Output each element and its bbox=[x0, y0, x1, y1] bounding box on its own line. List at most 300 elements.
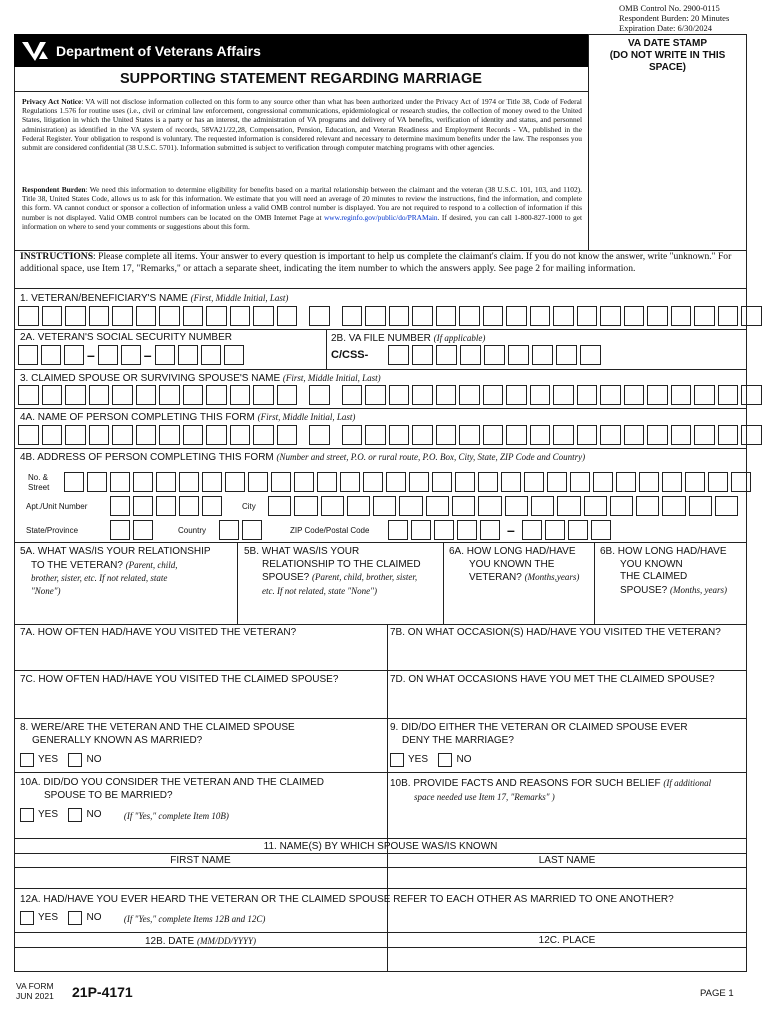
item-8-label bbox=[20, 722, 295, 747]
char-box[interactable] bbox=[230, 306, 251, 326]
item-11-label: 11. NAME(S) BY WHICH SPOUSE WAS/IS KNOWN bbox=[263, 841, 498, 852]
char-box[interactable] bbox=[455, 472, 475, 492]
item-5a-line-2: TO THE VETERAN? bbox=[31, 559, 123, 571]
char-box[interactable] bbox=[230, 385, 251, 405]
char-box[interactable] bbox=[505, 496, 528, 516]
first-name-header: FIRST NAME bbox=[170, 855, 231, 866]
item-10a-label bbox=[20, 777, 324, 802]
char-box[interactable] bbox=[452, 496, 475, 516]
char-box[interactable] bbox=[741, 425, 762, 445]
divider bbox=[14, 838, 747, 839]
item-9-options bbox=[390, 751, 477, 769]
form-number: 21P-4171 bbox=[72, 984, 133, 1000]
char-box[interactable] bbox=[253, 385, 274, 405]
dash: – bbox=[87, 347, 95, 363]
item-12a-no-checkbox[interactable] bbox=[68, 911, 82, 925]
char-box[interactable] bbox=[741, 385, 762, 405]
item-6a-label bbox=[449, 546, 579, 585]
char-box[interactable] bbox=[671, 385, 692, 405]
char-box[interactable] bbox=[179, 472, 199, 492]
item-4b-hint: (Number and street, P.O. or rural route, P.O. Box, City, State, ZIP Code and Country) bbox=[276, 452, 586, 462]
item-12a-label: 12A. HAD/HAVE YOU EVER HEARD THE VETERAN OR THE CLAIMED SPOUSE REFER TO EACH OTHER AS MARRIED TO ONE ANOTHER? bbox=[20, 894, 674, 905]
char-box[interactable] bbox=[133, 496, 153, 516]
agency-name: Department of Veterans Affairs bbox=[56, 42, 261, 59]
char-box[interactable] bbox=[89, 306, 110, 326]
item-9-no-checkbox[interactable] bbox=[438, 753, 452, 767]
char-box[interactable] bbox=[42, 306, 63, 326]
char-box[interactable] bbox=[484, 345, 505, 365]
char-box[interactable] bbox=[112, 385, 133, 405]
divider bbox=[14, 542, 747, 543]
char-box[interactable] bbox=[156, 496, 176, 516]
char-box[interactable] bbox=[206, 385, 227, 405]
city-label: City bbox=[242, 502, 256, 511]
divider bbox=[14, 853, 747, 854]
char-box[interactable] bbox=[112, 306, 133, 326]
item-9-yes-checkbox[interactable] bbox=[390, 753, 404, 767]
char-box[interactable] bbox=[42, 385, 63, 405]
char-box[interactable] bbox=[532, 345, 553, 365]
char-box[interactable] bbox=[478, 496, 501, 516]
char-box[interactable] bbox=[64, 472, 84, 492]
item-10a-line-1: 10A. DID/DO YOU CONSIDER THE VETERAN AND THE CLAIMED bbox=[20, 777, 324, 788]
char-box[interactable] bbox=[506, 385, 527, 405]
char-box[interactable] bbox=[294, 472, 314, 492]
item-10a-no-checkbox[interactable] bbox=[68, 808, 82, 822]
spouse-name-field[interactable] bbox=[18, 385, 751, 405]
zip-label: ZIP Code/Postal Code bbox=[290, 526, 370, 535]
char-box[interactable] bbox=[412, 345, 433, 365]
char-box[interactable] bbox=[342, 306, 363, 326]
char-box[interactable] bbox=[399, 496, 422, 516]
divider bbox=[14, 718, 747, 719]
divider bbox=[14, 670, 747, 671]
divider bbox=[14, 867, 747, 868]
char-box[interactable] bbox=[271, 472, 291, 492]
veteran-name-field[interactable] bbox=[18, 306, 751, 326]
char-box[interactable] bbox=[309, 385, 330, 405]
char-box[interactable] bbox=[18, 306, 39, 326]
char-box[interactable] bbox=[179, 496, 199, 516]
char-box[interactable] bbox=[89, 385, 110, 405]
item-10a-options bbox=[20, 806, 229, 824]
char-box[interactable] bbox=[459, 385, 480, 405]
item-7d-label: 7D. ON WHAT OCCASIONS HAVE YOU MET THE CLAIMED SPOUSE? bbox=[390, 674, 715, 685]
dash: – bbox=[143, 347, 152, 363]
item-4a-label bbox=[20, 411, 355, 424]
char-box[interactable] bbox=[530, 425, 551, 445]
char-box[interactable] bbox=[89, 425, 110, 445]
item-3-text: 3. CLAIMED SPOUSE OR SURVIVING SPOUSE'S NAME bbox=[20, 373, 281, 384]
item-5b-line-1: 5B. WHAT WAS/IS YOUR bbox=[244, 546, 360, 557]
item-6a-line-3: VETERAN? bbox=[469, 572, 522, 583]
char-box[interactable] bbox=[570, 472, 590, 492]
street-field[interactable] bbox=[64, 472, 744, 492]
char-box[interactable] bbox=[159, 306, 180, 326]
street-label-2: Street bbox=[28, 483, 50, 492]
divider bbox=[14, 329, 747, 330]
char-box[interactable] bbox=[694, 306, 715, 326]
char-box[interactable] bbox=[65, 385, 86, 405]
item-10a-line-2: SPOUSE TO BE MARRIED? bbox=[44, 789, 173, 801]
item-4b-label bbox=[20, 451, 585, 464]
char-box[interactable] bbox=[412, 385, 433, 405]
char-box[interactable] bbox=[524, 472, 544, 492]
item-9-line-2: DENY THE MARRIAGE? bbox=[402, 734, 514, 746]
item-12a-options bbox=[20, 909, 265, 927]
divider bbox=[14, 369, 747, 370]
item-6a-line-1: 6A. HOW LONG HAD/HAVE bbox=[449, 546, 576, 557]
item-6b-line-1: 6B. HOW LONG HAD/HAVE bbox=[600, 546, 727, 557]
burden-text-2: . If desired, you can call 1-800-827-1000 to get information on where to send your comments or suggestions about this form. bbox=[22, 212, 582, 231]
privacy-act-notice bbox=[22, 97, 582, 152]
c-css-prefix: C/CSS- bbox=[331, 349, 369, 361]
char-box[interactable] bbox=[159, 385, 180, 405]
char-box[interactable] bbox=[624, 425, 645, 445]
street-label bbox=[28, 473, 49, 493]
item-5a-hint-3: "None") bbox=[31, 585, 61, 596]
char-box[interactable] bbox=[277, 306, 298, 326]
divider bbox=[14, 408, 747, 409]
char-box[interactable] bbox=[671, 306, 692, 326]
char-box[interactable] bbox=[42, 425, 63, 445]
item-6a-line-2: YOU KNOWN THE bbox=[469, 558, 555, 570]
char-box[interactable] bbox=[460, 345, 481, 365]
char-box[interactable] bbox=[386, 472, 406, 492]
item-8-options bbox=[20, 751, 107, 769]
item-10b-hint-1: (If additional bbox=[663, 778, 712, 788]
item-5a-hint-2: brother, sister, etc. If not related, state bbox=[31, 573, 168, 583]
item-12c-label: 12C. PLACE bbox=[538, 935, 596, 946]
yes-label: YES bbox=[408, 754, 429, 766]
agency-bar bbox=[14, 34, 588, 67]
char-box[interactable] bbox=[624, 385, 645, 405]
char-box[interactable] bbox=[600, 306, 621, 326]
char-box[interactable] bbox=[365, 425, 386, 445]
char-box[interactable] bbox=[459, 306, 480, 326]
char-box[interactable] bbox=[436, 306, 457, 326]
instructions-text: : Please complete all items. Your answer to every question is important to help us complete the claimant's claim. If you do not know the answer, write "unknown." For additional space, use Item 17, "Remarks," or attach a separate sheet, indicating the item number to which the answers apply. See page 2 for mailing information. bbox=[20, 251, 732, 274]
char-box[interactable] bbox=[183, 306, 204, 326]
char-box[interactable] bbox=[373, 496, 396, 516]
char-box[interactable] bbox=[731, 472, 751, 492]
va-file-number-field[interactable] bbox=[388, 345, 743, 365]
char-box[interactable] bbox=[230, 425, 251, 445]
yes-label: YES bbox=[38, 809, 59, 821]
divider bbox=[14, 947, 747, 948]
char-box[interactable] bbox=[432, 472, 452, 492]
char-box[interactable] bbox=[553, 385, 574, 405]
char-box[interactable] bbox=[584, 496, 607, 516]
char-box[interactable] bbox=[647, 385, 668, 405]
char-box[interactable] bbox=[253, 306, 274, 326]
char-box[interactable] bbox=[508, 345, 529, 365]
char-box[interactable] bbox=[294, 496, 317, 516]
stamp-note-2: SPACE) bbox=[648, 62, 687, 73]
item-6b-label bbox=[600, 546, 727, 597]
char-box[interactable] bbox=[685, 472, 705, 492]
char-box[interactable] bbox=[436, 345, 457, 365]
char-box[interactable] bbox=[647, 306, 668, 326]
char-box[interactable] bbox=[459, 425, 480, 445]
form-edition bbox=[16, 981, 54, 1001]
divider bbox=[14, 888, 747, 889]
completer-name-field[interactable] bbox=[18, 425, 751, 445]
item-5b-label bbox=[244, 546, 421, 597]
item-12a-hint: (If "Yes," complete Items 12B and 12C) bbox=[123, 914, 266, 924]
char-box[interactable] bbox=[689, 496, 712, 516]
item-6b-line-3: THE CLAIMED bbox=[620, 571, 688, 582]
char-box[interactable] bbox=[426, 496, 449, 516]
char-box[interactable] bbox=[506, 306, 527, 326]
char-box[interactable] bbox=[365, 385, 386, 405]
item-8-no-checkbox[interactable] bbox=[68, 753, 82, 767]
item-5b-line-3: SPOUSE? bbox=[262, 572, 310, 583]
item-5a-line-1: 5A. WHAT WAS/IS YOUR RELATIONSHIP bbox=[20, 546, 211, 557]
item-12b-text: 12B. DATE bbox=[144, 936, 195, 947]
char-box[interactable] bbox=[136, 385, 157, 405]
divider bbox=[443, 542, 444, 624]
char-box[interactable] bbox=[557, 496, 580, 516]
char-box[interactable] bbox=[708, 472, 728, 492]
state-field[interactable] bbox=[110, 520, 156, 540]
item-7b-label: 7B. ON WHAT OCCASION(S) HAD/HAVE YOU VISITED THE VETERAN? bbox=[390, 627, 721, 638]
char-box[interactable] bbox=[309, 306, 330, 326]
char-box[interactable] bbox=[342, 385, 363, 405]
char-box[interactable] bbox=[647, 425, 668, 445]
item-12a-yes-checkbox[interactable] bbox=[20, 911, 34, 925]
char-box[interactable] bbox=[277, 425, 298, 445]
char-box[interactable] bbox=[610, 496, 633, 516]
divider bbox=[594, 542, 595, 624]
last-name-header: LAST NAME bbox=[538, 855, 596, 866]
char-box[interactable] bbox=[553, 425, 574, 445]
char-box[interactable] bbox=[18, 385, 39, 405]
char-box[interactable] bbox=[718, 425, 739, 445]
item-10a-hint: (If "Yes," complete Item 10B) bbox=[123, 811, 229, 821]
item-6b-hint: (Months, years) bbox=[670, 584, 728, 595]
item-10b-hint-2: space needed use Item 17, "Remarks" ) bbox=[414, 791, 555, 802]
char-box[interactable] bbox=[662, 496, 685, 516]
item-2b-label bbox=[331, 332, 485, 345]
char-box[interactable] bbox=[388, 345, 409, 365]
char-box[interactable] bbox=[202, 496, 222, 516]
va-logo-icon bbox=[20, 39, 50, 63]
char-box[interactable] bbox=[340, 472, 360, 492]
omb-expiration: Expiration Date: 6/30/2024 bbox=[619, 23, 713, 33]
char-box[interactable] bbox=[436, 385, 457, 405]
char-box[interactable] bbox=[268, 496, 291, 516]
char-box[interactable] bbox=[389, 425, 410, 445]
char-box[interactable] bbox=[483, 385, 504, 405]
char-box[interactable] bbox=[347, 496, 370, 516]
char-box[interactable] bbox=[65, 306, 86, 326]
char-box[interactable] bbox=[87, 472, 107, 492]
char-box[interactable] bbox=[365, 306, 386, 326]
form-title: SUPPORTING STATEMENT REGARDING MARRIAGE bbox=[120, 71, 482, 87]
char-box[interactable] bbox=[715, 496, 738, 516]
char-box[interactable] bbox=[718, 385, 739, 405]
burden-label: Respondent Burden bbox=[22, 185, 86, 194]
char-box[interactable] bbox=[156, 472, 176, 492]
item-12b-hint: (MM/DD/YYYY) bbox=[197, 936, 257, 946]
ssn-field[interactable] bbox=[18, 345, 318, 365]
yes-label: YES bbox=[38, 754, 59, 766]
char-box[interactable] bbox=[159, 425, 180, 445]
char-box[interactable] bbox=[483, 425, 504, 445]
char-box[interactable] bbox=[363, 472, 383, 492]
item-10b-text: 10B. PROVIDE FACTS AND REASONS FOR SUCH BELIEF bbox=[390, 778, 661, 789]
date-stamp-area bbox=[589, 38, 746, 74]
burden-text: : We need this information to determine eligibility for benefits based on a marital relationship between the claimant and the veteran (38 U.S.C. 101, 103, and 1102). Title 38, United States Code, allows us to ask for this information. We estimate that you will need an average of 20 minutes to review the instructions, find the information, and complete this form. VA cannot conduct or sponsor a collection of information unless a valid OMB control number is displayed. You are not required to respond to a collection of information if this number is not displayed. Valid OMB control numbers can be located on the OMB Internet Page at bbox=[22, 185, 582, 222]
char-box[interactable] bbox=[556, 345, 577, 365]
char-box[interactable] bbox=[133, 472, 153, 492]
char-box[interactable] bbox=[694, 385, 715, 405]
respondent-burden bbox=[22, 185, 582, 231]
stamp-note: (DO NOT WRITE IN THIS bbox=[609, 50, 726, 61]
char-box[interactable] bbox=[547, 472, 567, 492]
item-1-hint: (First, Middle Initial, Last) bbox=[190, 293, 289, 303]
char-box[interactable] bbox=[580, 345, 601, 365]
divider bbox=[237, 542, 238, 624]
char-box[interactable] bbox=[530, 306, 551, 326]
divider bbox=[14, 932, 747, 933]
char-box[interactable] bbox=[531, 496, 554, 516]
item-1-text: 1. VETERAN/BENEFICIARY'S NAME bbox=[20, 293, 188, 304]
char-box[interactable] bbox=[248, 472, 268, 492]
item-9-line-1: 9. DID/DO EITHER THE VETERAN OR CLAIMED SPOUSE EVER bbox=[390, 722, 688, 733]
char-box[interactable] bbox=[253, 425, 274, 445]
apt-label: Apt./Unit Number bbox=[26, 502, 88, 511]
no-label: NO bbox=[86, 754, 102, 766]
char-box[interactable] bbox=[110, 496, 130, 516]
char-box[interactable] bbox=[206, 425, 227, 445]
item-3-hint: (First, Middle Initial, Last) bbox=[282, 373, 381, 383]
char-box[interactable] bbox=[639, 472, 659, 492]
no-label: NO bbox=[86, 912, 102, 924]
item-8-yes-checkbox[interactable] bbox=[20, 753, 34, 767]
char-box[interactable] bbox=[600, 425, 621, 445]
char-box[interactable] bbox=[530, 385, 551, 405]
char-box[interactable] bbox=[110, 472, 130, 492]
char-box[interactable] bbox=[483, 306, 504, 326]
item-9-label bbox=[390, 722, 688, 747]
char-box[interactable] bbox=[317, 472, 337, 492]
divider bbox=[326, 329, 327, 369]
char-box[interactable] bbox=[636, 496, 659, 516]
street-label-1: No. & bbox=[28, 473, 49, 482]
char-box[interactable] bbox=[593, 472, 613, 492]
char-box[interactable] bbox=[662, 472, 682, 492]
zip-field[interactable] bbox=[388, 520, 744, 540]
char-box[interactable] bbox=[577, 385, 598, 405]
divider bbox=[14, 91, 588, 92]
char-box[interactable] bbox=[183, 385, 204, 405]
char-box[interactable] bbox=[206, 306, 227, 326]
char-box[interactable] bbox=[577, 306, 598, 326]
char-box[interactable] bbox=[718, 306, 739, 326]
char-box[interactable] bbox=[321, 496, 344, 516]
instructions-label: INSTRUCTIONS bbox=[20, 251, 94, 262]
char-box[interactable] bbox=[409, 472, 429, 492]
city-field[interactable] bbox=[268, 496, 744, 516]
char-box[interactable] bbox=[112, 425, 133, 445]
form-label: VA FORM bbox=[16, 981, 54, 991]
privacy-label: Privacy Act Notice bbox=[22, 97, 82, 106]
item-5b-line-2: RELATIONSHIP TO THE CLAIMED bbox=[262, 558, 421, 570]
no-label: NO bbox=[86, 809, 102, 821]
char-box[interactable] bbox=[136, 425, 157, 445]
omb-block bbox=[619, 3, 759, 33]
char-box[interactable] bbox=[412, 306, 433, 326]
item-4b-text: 4B. ADDRESS OF PERSON COMPLETING THIS FORM bbox=[20, 452, 274, 463]
item-8-line-1: 8. WERE/ARE THE VETERAN AND THE CLAIMED SPOUSE bbox=[20, 722, 295, 733]
item-4a-text: 4A. NAME OF PERSON COMPLETING THIS FORM bbox=[20, 412, 255, 423]
privacy-text: : VA will not disclose information collected on this form to any source other than what has been authorized under the Privacy Act of 1974 or Title 38, Code of Federal Regulations 1.576 for routine uses (i.e., civil or criminal law enforcement, congressional communications, epidemiological or research studies, the collection of money owed to the United States, litigation in which the United States is a party or has an interest, the administration of VA programs and delivery of VA benefits, verification of identity and status, and personnel administration) as identified in the VA system of records, 58VA21/22,28, Compensation, Pension, Education, and Veteran Readiness and Employment Records - VA, published in the Federal Register. Your obligation to respond is voluntary. The requested information is considered relevant and necessary to determine maximum benefits under the law. The responses you submit are considered confidential (38 U.S.C. 5701). Information submitted is subject to verification through computer matching programs with other agencies. bbox=[22, 97, 582, 153]
char-box[interactable] bbox=[506, 425, 527, 445]
char-box[interactable] bbox=[342, 425, 363, 445]
item-6a-hint: (Months,years) bbox=[524, 572, 580, 582]
item-5a-label bbox=[20, 546, 211, 597]
char-box[interactable] bbox=[225, 472, 245, 492]
char-box[interactable] bbox=[624, 306, 645, 326]
char-box[interactable] bbox=[741, 306, 762, 326]
char-box[interactable] bbox=[136, 306, 157, 326]
char-box[interactable] bbox=[183, 425, 204, 445]
omb-link[interactable]: www.reginfo.gov/public/do/PRAMain bbox=[323, 212, 438, 222]
char-box[interactable] bbox=[389, 306, 410, 326]
char-box[interactable] bbox=[389, 385, 410, 405]
apt-field[interactable] bbox=[110, 496, 230, 516]
item-10b-label bbox=[390, 777, 711, 803]
char-box[interactable] bbox=[309, 425, 330, 445]
item-2b-hint: (If applicable) bbox=[433, 333, 486, 343]
char-box[interactable] bbox=[202, 472, 222, 492]
char-box[interactable] bbox=[616, 472, 636, 492]
item-8-line-2: GENERALLY KNOWN AS MARRIED? bbox=[32, 734, 203, 746]
item-5b-hint-2: etc. If not related, state "None") bbox=[262, 585, 377, 596]
char-box[interactable] bbox=[553, 306, 574, 326]
char-box[interactable] bbox=[671, 425, 692, 445]
item-2b-text: 2B. VA FILE NUMBER bbox=[331, 333, 431, 344]
item-1-label bbox=[20, 292, 288, 305]
country-label: Country bbox=[178, 526, 207, 535]
char-box[interactable] bbox=[501, 472, 521, 492]
item-2a-label: 2A. VETERAN'S SOCIAL SECURITY NUMBER bbox=[20, 332, 232, 343]
char-box[interactable] bbox=[600, 385, 621, 405]
char-box[interactable] bbox=[694, 425, 715, 445]
char-box[interactable] bbox=[18, 425, 39, 445]
char-box[interactable] bbox=[277, 385, 298, 405]
dash: – bbox=[507, 522, 515, 538]
instructions bbox=[20, 251, 742, 274]
stamp-label: VA DATE STAMP bbox=[627, 38, 708, 49]
char-box[interactable] bbox=[478, 472, 498, 492]
char-box[interactable] bbox=[577, 425, 598, 445]
country-field[interactable] bbox=[219, 520, 265, 540]
form-date: JUN 2021 bbox=[16, 991, 54, 1001]
item-4a-hint: (First, Middle Initial, Last) bbox=[257, 412, 356, 422]
page-number: PAGE 1 bbox=[700, 988, 734, 999]
item-10a-yes-checkbox[interactable] bbox=[20, 808, 34, 822]
item-5a-hint-1: (Parent, child, bbox=[125, 559, 178, 570]
item-6b-line-4: SPOUSE? bbox=[620, 584, 668, 596]
omb-control: OMB Control No. 2900-0115 bbox=[619, 3, 720, 13]
char-box[interactable] bbox=[412, 425, 433, 445]
char-box[interactable] bbox=[436, 425, 457, 445]
char-box[interactable] bbox=[65, 425, 86, 445]
item-6b-line-2: YOU KNOWN bbox=[620, 558, 683, 570]
